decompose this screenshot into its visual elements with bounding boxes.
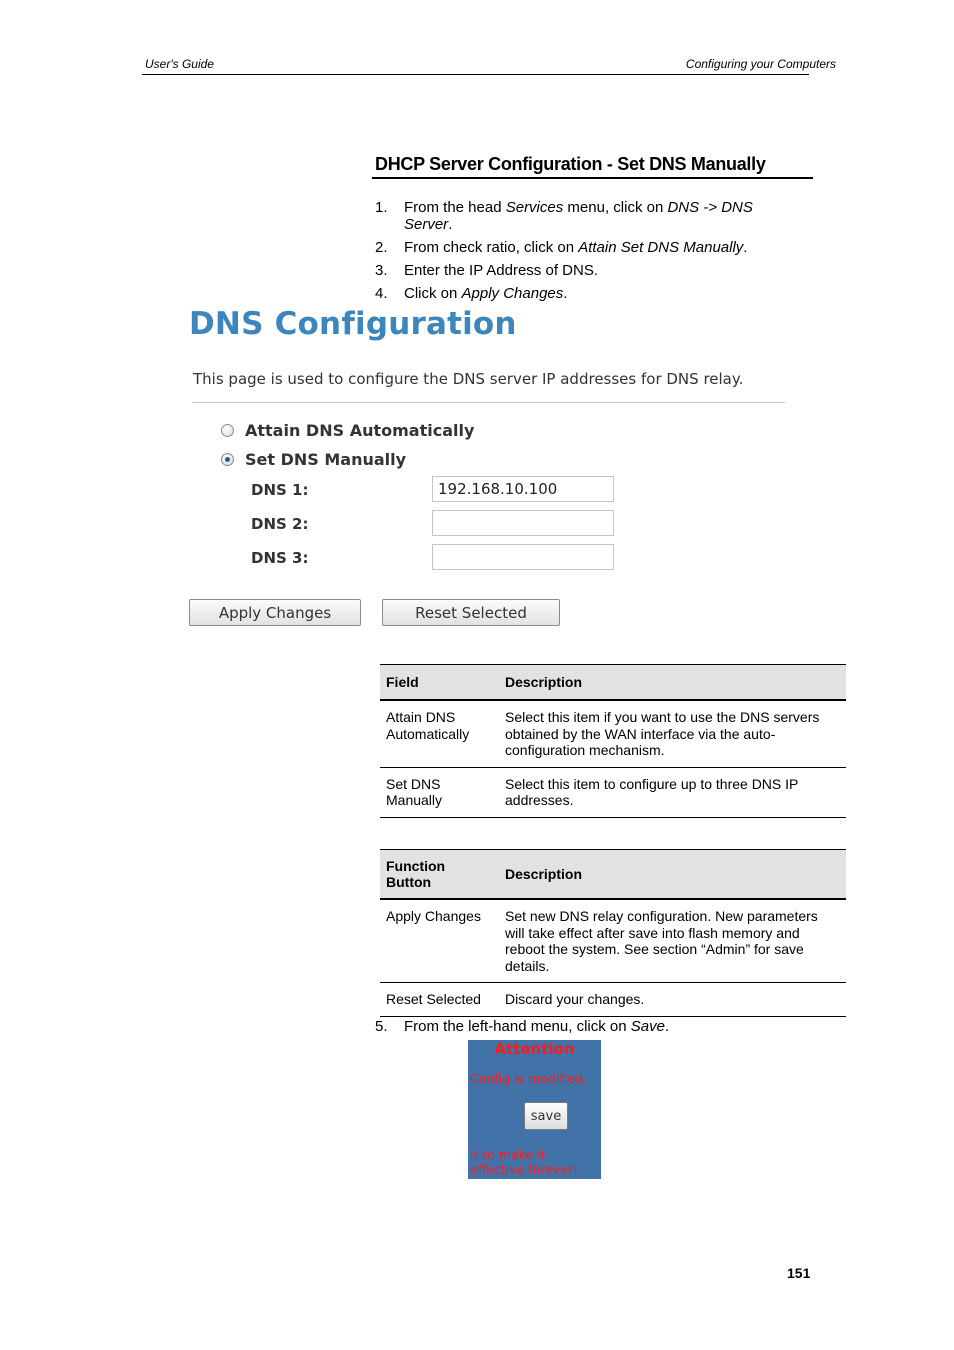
- function-button-table: [380, 849, 846, 1017]
- table-row: [380, 899, 846, 983]
- table-cell-description: Select this item to configure up to three DNS IP addresses.: [499, 767, 846, 817]
- step-number: 1.: [375, 199, 388, 216]
- attention-footer: [470, 1147, 578, 1177]
- step-3: [375, 262, 795, 279]
- step-5: [375, 1018, 669, 1035]
- reset-selected-button[interactable]: Reset Selected: [382, 599, 560, 626]
- table-header: Field: [380, 665, 499, 701]
- step-emph: Save: [630, 1018, 665, 1035]
- table-cell-description: Set new DNS relay configuration. New parameters will take effect after save into flash memory and reboot the system. See section “Admin” for save details.: [499, 899, 846, 983]
- table-header-row: [380, 850, 846, 900]
- step-text: From the head: [404, 199, 506, 216]
- step-emph: Attain Set DNS Manually: [578, 239, 744, 256]
- table-header: Description: [499, 850, 846, 900]
- dns2-input[interactable]: [432, 510, 614, 536]
- step-number: 2.: [375, 239, 388, 256]
- section-rule: [372, 177, 813, 179]
- dns2-label: DNS 2:: [251, 515, 309, 533]
- table-cell-field: Attain DNS Automatically: [380, 700, 499, 767]
- dns-config-divider: [192, 402, 785, 403]
- table-cell-description: Select this item if you want to use the DNS servers obtained by the WAN interface via the auto-configuration mechanism.: [499, 700, 846, 767]
- header-rule: [142, 74, 809, 75]
- header-right: Configuring your Computers: [685, 57, 836, 71]
- dns-config-title: DNS Configuration: [189, 306, 517, 342]
- table-cell-button: Apply Changes: [380, 899, 499, 983]
- table-header: Description: [499, 665, 846, 701]
- dns-config-description: This page is used to configure the DNS server IP addresses for DNS relay.: [193, 370, 744, 388]
- radio-button-selected-icon[interactable]: [221, 453, 234, 466]
- step-text: From the left-hand menu, click on: [404, 1018, 631, 1035]
- section-title: DHCP Server Configuration - Set DNS Manually: [375, 154, 766, 174]
- step-2: [375, 239, 795, 256]
- header-left: User's Guide: [145, 57, 214, 71]
- table-header: Function Button: [380, 850, 499, 900]
- dns3-label: DNS 3:: [251, 549, 309, 567]
- attention-panel: [468, 1040, 601, 1179]
- radio-label: Set DNS Manually: [245, 449, 407, 469]
- steps-list: [375, 199, 795, 308]
- radio-label: Attain DNS Automatically: [245, 420, 475, 440]
- table-header-row: [380, 665, 846, 701]
- step-text: menu, click on: [563, 199, 668, 216]
- step-text: Enter the IP Address of DNS.: [404, 262, 598, 279]
- table-cell-field: Set DNS Manually: [380, 767, 499, 817]
- step-text: .: [563, 285, 568, 302]
- step-text: .: [664, 1018, 670, 1035]
- radio-button-icon[interactable]: [221, 424, 234, 437]
- dns1-label: DNS 1:: [251, 481, 309, 499]
- attention-message: Config is modified,: [470, 1071, 587, 1086]
- field-description-table: [380, 664, 846, 818]
- step-text: .: [743, 239, 748, 256]
- table-row: [380, 983, 846, 1017]
- page-number: 151: [787, 1265, 811, 1281]
- step-number: 4.: [375, 285, 388, 302]
- save-button[interactable]: save: [524, 1102, 568, 1130]
- step-1: [375, 199, 795, 233]
- step-text: Click on: [404, 285, 462, 302]
- step-emph: DNS -> DNS Server: [404, 199, 753, 233]
- attention-footer-line: it to make it: [470, 1147, 546, 1162]
- radio-set-dns-manual[interactable]: [221, 449, 406, 469]
- attention-footer-line: effective forever!: [470, 1162, 579, 1177]
- attention-title: Attention: [494, 1040, 575, 1058]
- apply-changes-button[interactable]: Apply Changes: [189, 599, 361, 626]
- step-emph: Services: [505, 199, 564, 216]
- step-emph: Apply Changes: [461, 285, 564, 302]
- step-text: .: [448, 216, 453, 233]
- step-number: 5.: [375, 1018, 388, 1035]
- step-text: From check ratio, click on: [404, 239, 579, 256]
- table-cell-description: Discard your changes.: [499, 983, 846, 1017]
- dns1-input[interactable]: [432, 476, 614, 502]
- step-4: [375, 285, 795, 302]
- table-row: [380, 700, 846, 767]
- table-row: [380, 767, 846, 817]
- dns3-input[interactable]: [432, 544, 614, 570]
- table-cell-button: Reset Selected: [380, 983, 499, 1017]
- radio-attain-dns-auto[interactable]: [221, 420, 474, 440]
- step-number: 3.: [375, 262, 388, 279]
